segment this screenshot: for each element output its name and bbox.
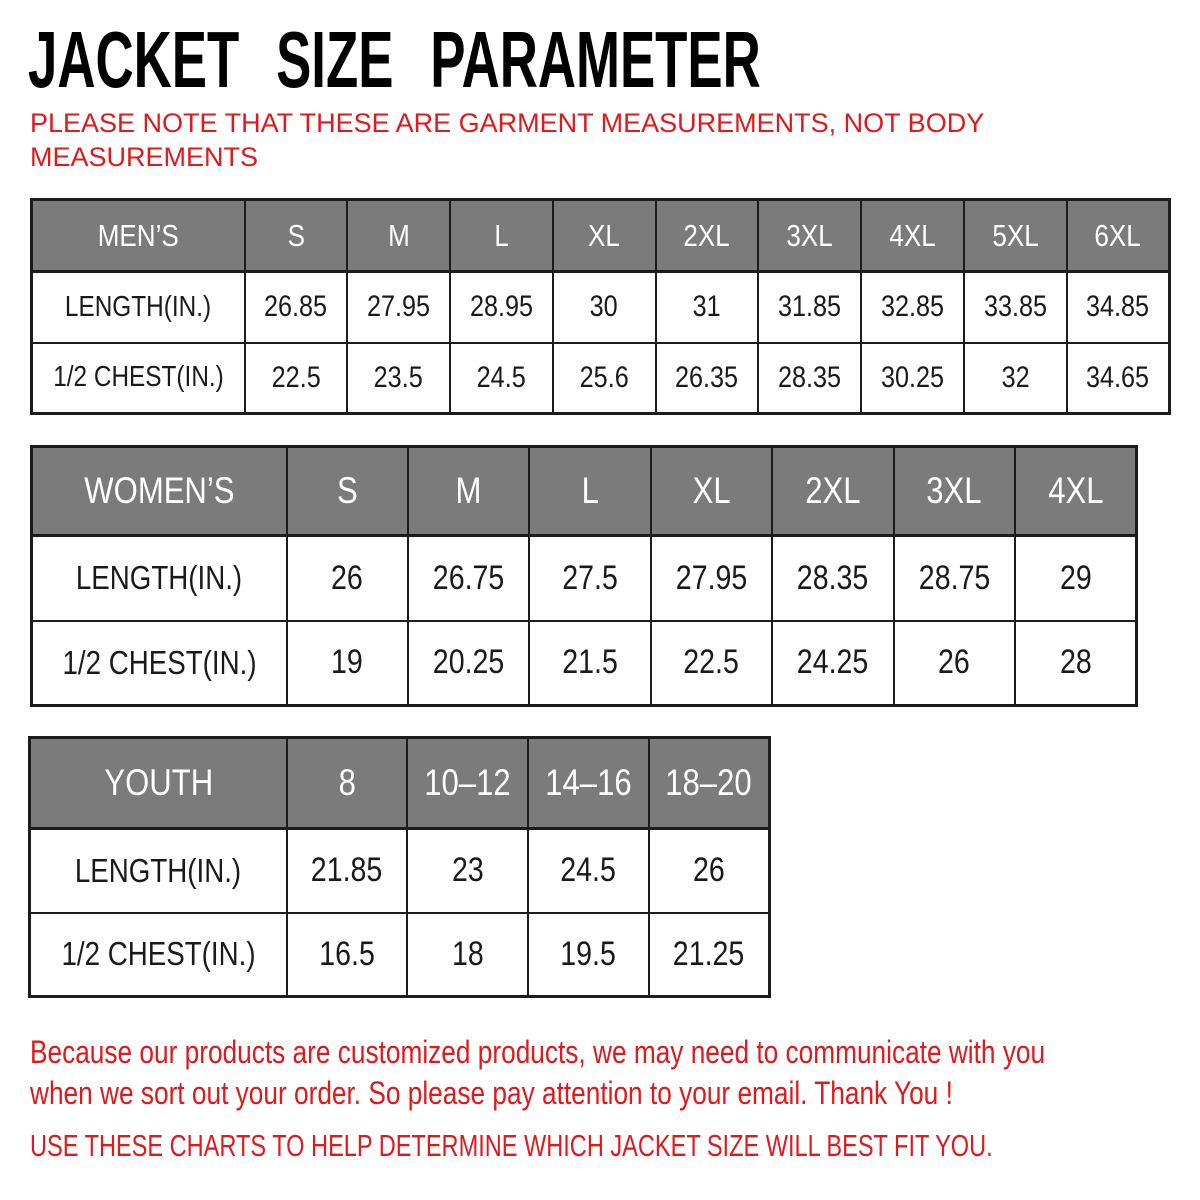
womens-table-title: [32, 447, 287, 536]
measurement-value-cell: [758, 272, 861, 343]
measurement-value-cell: [1015, 536, 1136, 621]
cell-text: XL: [692, 470, 731, 511]
cell-text: 21.5: [562, 643, 618, 682]
measurement-value-cell: [528, 913, 649, 997]
cell-text: 24.5: [560, 851, 617, 890]
mens-header-row: [32, 200, 1170, 272]
customization-notice-line-2: when we sort out your order. So please pay attention to your email. Thank You !: [30, 1075, 953, 1111]
row-label: [30, 829, 287, 913]
measurement-value-cell: [772, 621, 893, 706]
measurement-value-cell: [553, 343, 656, 414]
cell-text: MEN’S: [97, 217, 179, 253]
measurement-row: [32, 536, 1137, 621]
cell-text: 14–16: [545, 762, 632, 803]
customization-notice-line-1: Because our products are customized products, we may need to communicate with you: [30, 1034, 1046, 1070]
cell-text: 28.35: [778, 360, 842, 394]
cell-text: 22.5: [683, 643, 740, 682]
cell-text: 1/2 CHEST(IN.): [61, 935, 256, 973]
measurement-value-cell: [964, 272, 1067, 343]
cell-text: WOMEN’S: [84, 470, 235, 511]
cell-text: M: [387, 217, 410, 253]
size-column-header: [964, 200, 1067, 272]
size-column-header: [553, 200, 656, 272]
womens-header-row: [32, 447, 1137, 536]
note-line-1: PLEASE NOTE THAT THESE ARE GARMENT MEASUREMENTS, NOT BODY: [30, 108, 985, 138]
cell-text: 18: [451, 934, 484, 973]
measurement-value-cell: [287, 536, 408, 621]
measurement-value-cell: [656, 343, 759, 414]
size-column-header: [656, 200, 759, 272]
cell-text: 24.5: [476, 360, 526, 394]
customization-notice: [30, 1032, 1145, 1114]
row-label: [32, 621, 287, 706]
cell-text: 31.85: [778, 290, 842, 324]
size-column-header: [528, 738, 649, 829]
size-column-header: [529, 447, 650, 536]
cell-text: 28.95: [469, 290, 533, 324]
measurement-value-cell: [649, 829, 770, 913]
measurement-value-cell: [529, 536, 650, 621]
cell-text: 1/2 CHEST(IN.): [52, 361, 224, 394]
cell-text: 25.6: [579, 360, 629, 394]
measurement-value-cell: [861, 272, 964, 343]
measurement-value-cell: [347, 272, 450, 343]
measurement-value-cell: [287, 913, 408, 997]
cell-text: 30.25: [880, 360, 945, 394]
cell-text: 28.75: [918, 558, 991, 597]
cell-text: 33.85: [983, 290, 1047, 324]
measurement-value-cell: [1067, 272, 1170, 343]
size-column-header: [758, 200, 861, 272]
measurement-value-cell: [656, 272, 759, 343]
youth-table-title: [30, 738, 287, 829]
cell-text: LENGTH(IN.): [76, 559, 243, 597]
size-column-header: [1067, 200, 1170, 272]
size-column-header: [245, 200, 348, 272]
size-column-header: [772, 447, 893, 536]
cell-text: 2XL: [683, 217, 731, 253]
cell-text: YOUTH: [103, 762, 213, 803]
size-column-header: [649, 738, 770, 829]
cell-text: 21.85: [311, 851, 383, 890]
cell-text: 10–12: [424, 762, 511, 803]
measurement-row: [32, 343, 1170, 414]
cell-text: 34.65: [1086, 360, 1150, 394]
cell-text: 23.5: [374, 360, 424, 394]
cell-text: 26.85: [264, 290, 328, 324]
cell-text: 4XL: [889, 217, 936, 253]
measurement-value-cell: [287, 829, 408, 913]
youth-size-table: [28, 736, 771, 998]
row-label: [32, 343, 245, 414]
measurement-value-cell: [651, 536, 772, 621]
size-column-header: [287, 738, 408, 829]
row-label: [32, 272, 245, 343]
cell-text: 26: [938, 643, 971, 682]
cell-text: L: [494, 217, 509, 253]
measurement-value-cell: [408, 621, 529, 706]
cell-text: 27.95: [675, 558, 748, 597]
cell-text: 3XL: [926, 470, 982, 511]
cell-text: 24.25: [797, 643, 869, 682]
cell-text: 16.5: [319, 934, 375, 973]
cell-text: 6XL: [1094, 217, 1141, 253]
measurement-value-cell: [553, 272, 656, 343]
size-column-header: [287, 447, 408, 536]
cell-text: 1/2 CHEST(IN.): [62, 643, 257, 681]
cell-text: 27.5: [562, 558, 618, 597]
size-column-header: [861, 200, 964, 272]
measurement-value-cell: [1015, 621, 1136, 706]
measurement-value-cell: [894, 621, 1015, 706]
cell-text: 19: [331, 643, 364, 682]
measurement-value-cell: [649, 913, 770, 997]
cell-text: 28: [1059, 643, 1092, 682]
cell-text: 19.5: [560, 934, 617, 973]
cell-text: 32.85: [880, 290, 945, 324]
measurement-value-cell: [245, 343, 348, 414]
cell-text: 2XL: [805, 470, 861, 511]
measurement-row: [30, 913, 770, 997]
row-label: [30, 913, 287, 997]
cell-text: M: [455, 470, 482, 511]
cell-text: XL: [588, 217, 621, 253]
cell-text: LENGTH(IN.): [75, 851, 242, 889]
measurement-value-cell: [528, 829, 649, 913]
size-column-header: [408, 447, 529, 536]
measurement-value-cell: [407, 913, 528, 997]
measurement-value-cell: [450, 343, 553, 414]
page-title: JACKET SIZE PARAMETER: [28, 15, 761, 104]
measurement-value-cell: [529, 621, 650, 706]
measurement-value-cell: [408, 536, 529, 621]
cell-text: S: [287, 217, 305, 253]
measurement-value-cell: [407, 829, 528, 913]
garment-measurement-note: [30, 106, 1130, 174]
cell-text: 30: [590, 290, 619, 324]
row-label: [32, 536, 287, 621]
cell-text: 32: [1001, 360, 1030, 394]
measurement-value-cell: [245, 272, 348, 343]
measurement-row: [32, 272, 1170, 343]
cell-text: LENGTH(IN.): [65, 290, 212, 323]
size-column-header: [450, 200, 553, 272]
cell-text: S: [336, 470, 358, 511]
cell-text: 18–20: [665, 762, 753, 803]
measurement-value-cell: [1067, 343, 1170, 414]
youth-header-row: [30, 738, 770, 829]
measurement-value-cell: [861, 343, 964, 414]
measurement-row: [32, 621, 1137, 706]
mens-size-table: [30, 198, 1171, 415]
note-line-2: MEASUREMENTS: [30, 142, 259, 172]
cell-text: 29: [1059, 558, 1092, 597]
size-column-header: [1015, 447, 1136, 536]
size-column-header: [347, 200, 450, 272]
cell-text: 5XL: [992, 217, 1039, 253]
measurement-value-cell: [651, 621, 772, 706]
cell-text: 21.25: [673, 934, 745, 973]
cell-text: 23: [451, 851, 484, 890]
size-column-header: [894, 447, 1015, 536]
womens-size-table: [30, 445, 1138, 707]
cell-text: 26: [692, 851, 725, 890]
cell-text: 31: [692, 290, 721, 324]
cell-text: 20.25: [432, 643, 505, 682]
cell-text: 4XL: [1047, 470, 1104, 511]
measurement-value-cell: [450, 272, 553, 343]
size-column-header: [651, 447, 772, 536]
measurement-row: [30, 829, 770, 913]
measurement-value-cell: [287, 621, 408, 706]
measurement-value-cell: [894, 536, 1015, 621]
cell-text: 26.75: [432, 558, 505, 597]
cell-text: 27.95: [367, 290, 431, 324]
measurement-value-cell: [758, 343, 861, 414]
cell-text: 3XL: [786, 217, 833, 253]
cell-text: 8: [338, 762, 356, 803]
cell-text: 26.35: [675, 360, 739, 394]
measurement-value-cell: [772, 536, 893, 621]
cell-text: 28.35: [797, 558, 869, 597]
cell-text: 22.5: [271, 360, 321, 394]
measurement-value-cell: [964, 343, 1067, 414]
cell-text: L: [581, 470, 599, 511]
measurement-value-cell: [347, 343, 450, 414]
cell-text: 26: [331, 558, 364, 597]
chart-usage-note: USE THESE CHARTS TO HELP DETERMINE WHICH JACKET SIZE WILL BEST FIT YOU.: [30, 1128, 993, 1163]
mens-table-title: [32, 200, 245, 272]
size-column-header: [407, 738, 528, 829]
cell-text: 34.85: [1086, 290, 1150, 324]
